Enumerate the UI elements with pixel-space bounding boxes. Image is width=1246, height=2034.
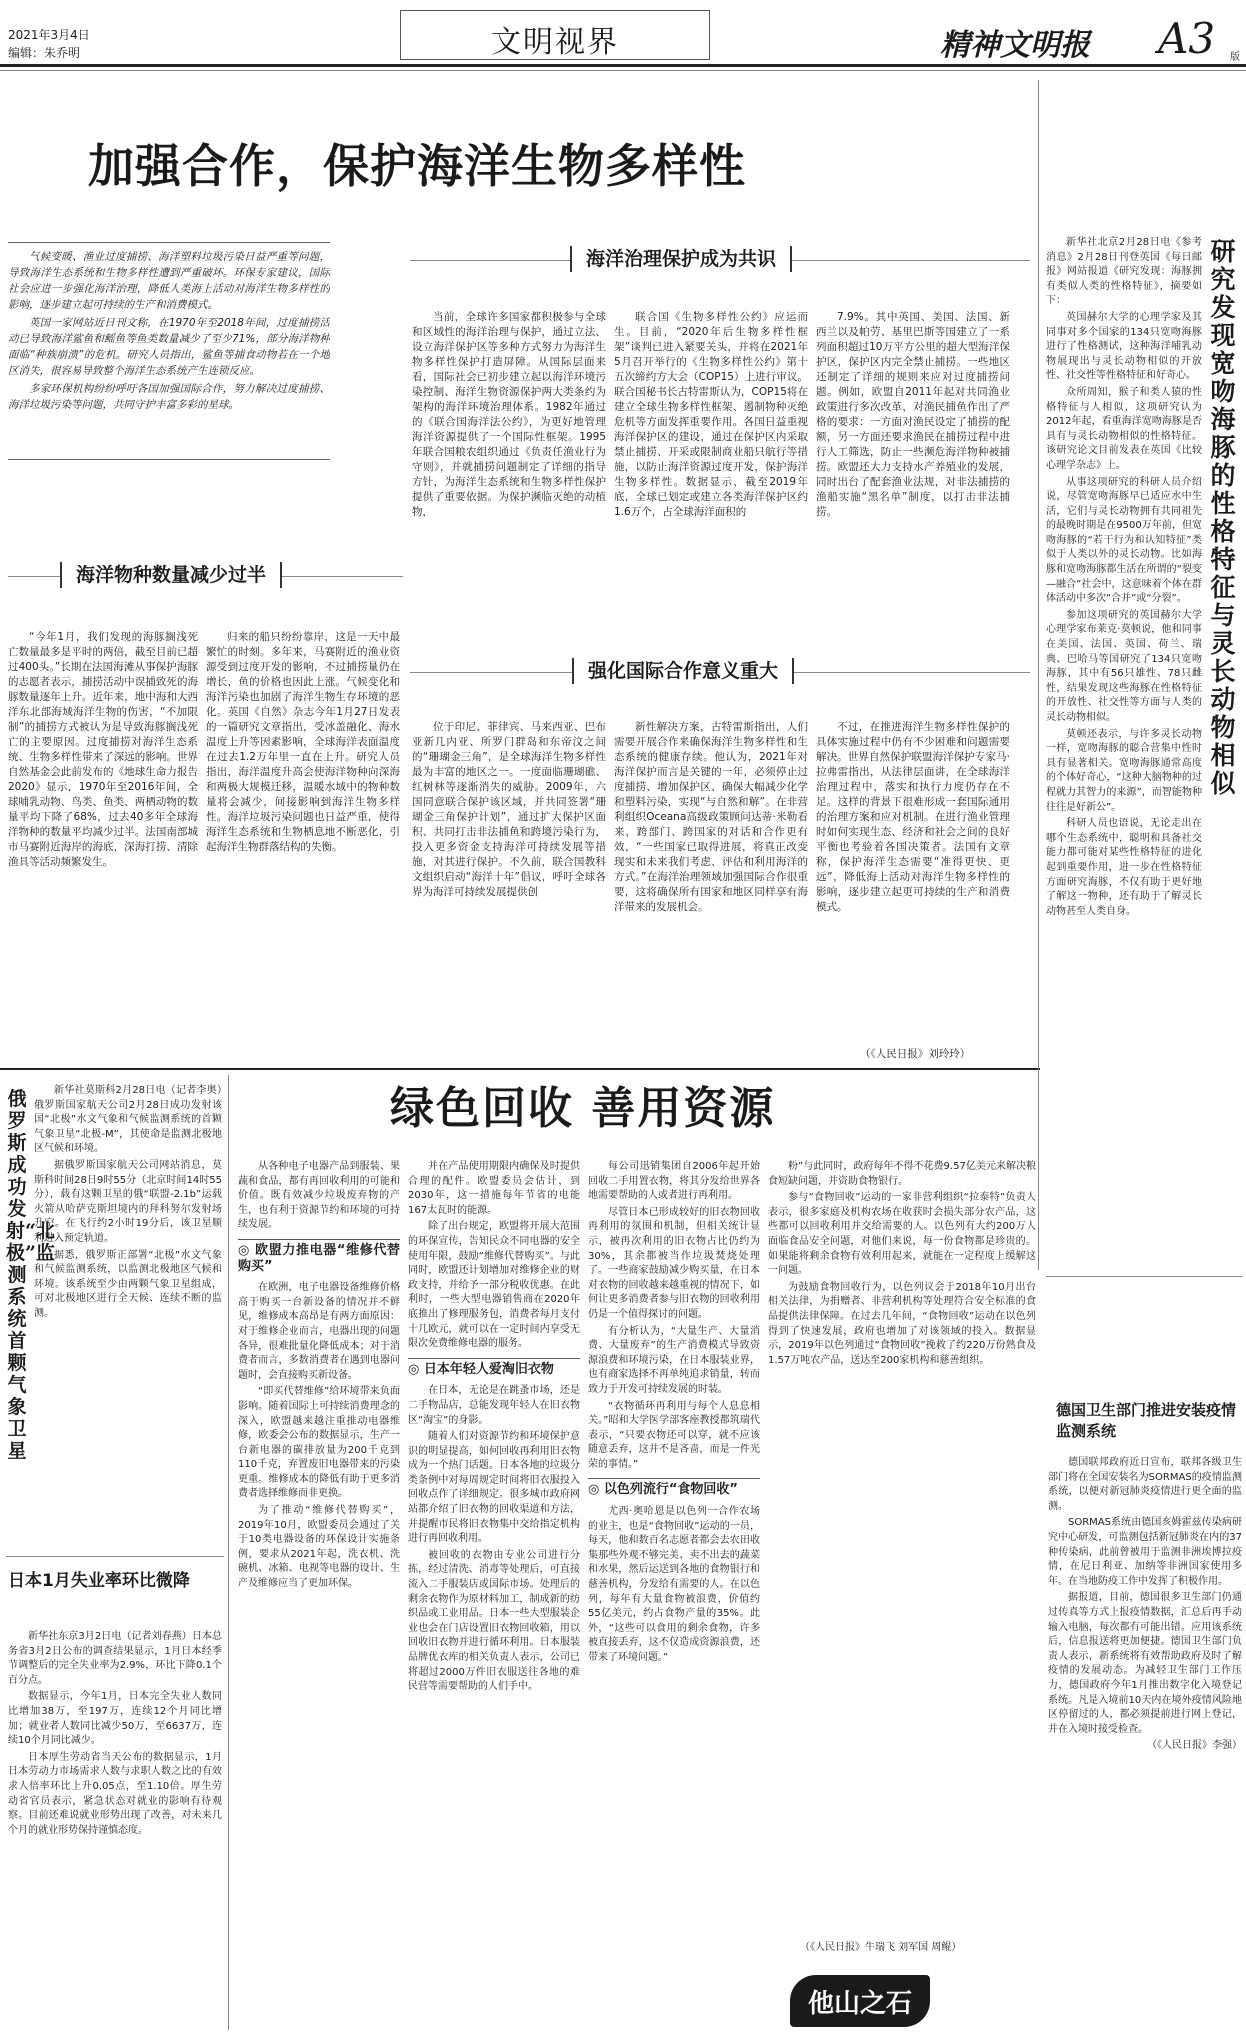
column-badge-text: 他山之石 xyxy=(807,1989,912,2019)
article2-col-2 xyxy=(408,1160,580,2030)
paragraph: 为了推动“维修代替购买”，2019年10月，欧盟委员会通过了关于10类电器设备的环保设计实施条例，要求从2021年起，洗衣机、洗碗机、冰箱、电视等电器的设计、生产及维修应当了更加环保。 xyxy=(238,1505,400,1590)
intro-para: 气候变暖、渔业过度捕捞、海洋塑料垃圾污染日益严重等问题，导致海洋生态系统和生物多样性遭到严重破坏。环保专家建议，国际社会应进一步强化海洋治理，降低人类海上活动对海洋生物多样性的影响，逐步建立起可持续的生产和消费模式。 xyxy=(8,251,330,311)
paragraph: 有分析认为，“大量生产、大量消费、大量废弃”的生产消费模式导致资源浪费和环境污染，在日本服装业界，也有商家选择不再单纯追求销量，转而致力于开发可持续发展的时装。 xyxy=(588,1325,760,1395)
japan-body xyxy=(8,1630,222,2030)
section-title: 文明视界 xyxy=(491,25,619,60)
article2-headline: 绿色回收 善用资源 xyxy=(390,1083,776,1134)
article2-source: （《人民日报》牛瑞飞 刘军国 周鲲） xyxy=(800,1942,962,1953)
sub-israel-text: 以色列流行“食物回收” xyxy=(603,1482,738,1498)
left-sidebar-divider xyxy=(228,1075,229,2030)
article1-headline: 加强合作，保护海洋生物多样性 xyxy=(88,139,746,193)
paragraph: 数据显示，今年1月，日本完全失业人数同比增加38万，至197万，连续12个月同比增加；就业者人数同比减少50万，至6637万，连续10个月同比减少。 xyxy=(8,1691,222,1747)
japan-title: 日本1月失业率环比微降 xyxy=(8,1571,190,1591)
paragraph: 7.9%。其中英国、美国、法国、新西兰以及帕劳、基里巴斯等国建立了一系列面积超过10万平方公里的超大型海洋保护区，保护区内完全禁止捕捞。一些地区还制定了详细的规则来应对过度捕捞问题。例如，欧盟自2011年起对共同渔业政策进行多次改革，对渔民捕鱼作出了严格的要求：一方面对渔民设定了捕捞的配额，另一方面还要求渔民在捕捞过程中进行人工筛选，防止一些濒危海洋物种被捕捞。欧盟还大力支持水产养殖业的发展，同时出台了配套渔业法规，对非法捕捞的渔船实施“黑名单”制度，以打击非法捕捞。 xyxy=(816,311,1010,518)
paragraph: 当前，全球许多国家都积极参与全球和区域性的海洋治理与保护，通过立法、设立海洋保护区等多种方式努力为海洋生物多样性保护打造屏障。从国际层面来看，国际社会已初步建立起以海洋环境污染控制、海洋生物资源保护两大类条约为架构的海洋环境治理体系。1982年通过的《联合国海洋法公约》，为更好地管理海洋资源提供了一个国际性框架。1995年联合国粮农组织通过《负责任渔业行为守则》，并就捕捞问题制定了详细的指导方针，为海洋生态系统和生物多样性保护提供了重要依据。为保护濒临灭绝的动植物， xyxy=(412,311,606,518)
intro-para: 英国一家网站近日刊文称，在1970年至2018年间，过度捕捞活动已导致海洋鲨鱼和鳐鱼等鱼类数量减少了至少71%，部分海洋物种面临“种族崩溃”的危机。研究人员指出，鲨鱼等捕食动物若在一个地区消失，很容易导致整个海洋生态系统产生连锁反应。 xyxy=(8,317,330,377)
intro-para: 多家环保机构纷纷呼吁各国加强国际合作，努力解决过度捕捞、海洋垃圾污染等问题，共同守护丰富多彩的星球。 xyxy=(8,383,330,411)
sub-japan-text: 日本年轻人爱淘旧衣物 xyxy=(423,1361,554,1377)
article1-source: （《人民日报》刘玲玲） xyxy=(860,1048,971,1060)
paragraph: 归来的船只纷纷靠岸，这是一天中最繁忙的时刻。多年来，马赛附近的渔业资源受到过度开发的影响，不过捕捞量仍在增长，鱼的价格也因此上涨。气候变化和海洋污染也加剧了海洋生物生存环境的恶化。英国《自然》杂志今年1月27日发表的一篇研究文章指出，受冰盖融化、海水温度上升等因素影响，全球海洋表面温度在过去1.2万年里一直在上升。研究人员指出，海洋温度升高会使海洋物种向深海和两极大规模迁移，温暖水域中的物种数量将会减少，间接影响到海洋生物多样性。海洋垃圾污染问题也日益严重，使得海洋生态系统和生物栖息地不断恶化，引起海洋生物群落结构的失衡。 xyxy=(206,631,400,853)
paragraph: 众所周知，猴子和类人猿的性格特征与人相似，这项研究认为2012年起，看重海洋宽吻海豚是否具有与灵长动物相似的性格特征。该研究论文目前发表在英国《比较心理学杂志》上。 xyxy=(1046,386,1202,471)
paragraph: 尤西·奥哈恩是以色列一合作农场的业主，也是“食物回收”运动的一员，每天，他和数百名志愿者都会去农田收集那些外观不够完美、卖不出去的蔬菜和水果，然后运送到各地的食物银行和慈善机构，分发给有需要的人。在以色列，每年有大量食物被浪费，价值约55亿美元，约占食物产量的35%。此外，“这些可以食用的剩余食物，许多被直接丢弃，这不仅造成资源浪费，还带来了环境问题。” xyxy=(588,1506,760,1663)
germany-divider xyxy=(1046,1276,1242,1277)
sub3-heading: 强化国际合作意义重大 xyxy=(572,658,794,684)
sub-israel-heading xyxy=(588,1478,760,1499)
russia-title: 俄罗斯成功发射“北极”监测系统首颗气象卫星 xyxy=(6,1088,55,1462)
sub3-col-3 xyxy=(816,720,1010,1040)
paragraph: 除了出台规定，欧盟将开展大范围的环保宣传，告知民众不同电器的安全使用年限，鼓励“维修代替购买”。与此同时，欧盟还计划增加对维修企业的财政支持，并给予一部分税收优惠。在此利时，一些大型电器销售商在2020年底推出了修理服务包，消费者每月支付十几欧元，就可以在一定时间内享受无限次免费维修电器的服务。 xyxy=(408,1221,580,1350)
paragraph: 据报道，目前，德国很多卫生部门仍通过传真等方式上报疫情数据，汇总后再手动输入电脑，每次都有可能出错。应用该系统后，信息报送将更加便捷。德国卫生部门负责人表示，新系统将有效帮助政府及时了解疫情的发展动态。为减轻卫生部门工作压力，德国政府今年1月推出数字化入境登记系统。凡是入境前10天内在境外疫情风险地区停留过的人，都必须提前进行网上登记，并在入境时接受检查。 xyxy=(1048,1592,1242,1735)
bullet-icon: ◎ xyxy=(408,1361,424,1377)
paper-name: 精神文明报 xyxy=(940,28,1090,63)
paragraph: 在日本，无论是在跳蚤市场，还是二手物品店，总能发现年轻人在旧衣物区“淘宝”的身影。 xyxy=(408,1385,580,1426)
column-badge xyxy=(790,1975,930,2027)
paragraph: 并在产品使用期限内确保及时提供合理的配件。欧盟委员会估计，到2030年，这一措施每年节省的电能167太瓦时的能源。 xyxy=(408,1161,580,1216)
paragraph: 新华社北京2月28日电《参考消息》2月28日刊登英国《每日邮报》网站报道《研究发现：海豚拥有类似人类的性格特征》，摘要如下： xyxy=(1046,237,1202,307)
paragraph: SORMAS系统由德国亥姆霍兹传染病研究中心研发，可监测包括新冠肺炎在内的37种传染病，此前曾被用于监测非洲埃博拉疫情，在尼日利亚、加纳等非洲国家使用多年。在当地防疫工作中发挥了积极作用。 xyxy=(1048,1517,1242,1587)
germany-body xyxy=(1048,1456,1242,2032)
paragraph: 新华社莫斯科2月28日电（记者李奥）俄罗斯国家航天公司2月28日成功发射该国“北极”水文气象和气候监测系统的首颗气象卫星“北极-M”，其使命是监测北极地区气候和环境。 xyxy=(34,1085,222,1155)
paragraph: “今年1月，我们发现的海豚搁浅死亡数量最多是平时的两倍，截至目前已超过400头。”长期在法国海滩从事保护海豚的志愿者表示，捕捞活动中误捕致死的海豚数量逐年上升。近年来，地中海和大西洋东北部海域海洋生物的伤害，“不加限制”的捕捞方式被认为是导致海豚搁浅死亡的主要原因。过度捕捞对海洋生态系统、生物多样性带来了深远的影响。世界自然基金会此前发布的《地球生命力报告2020》显示，1970年至2016年间，全球哺乳动物、鸟类、鱼类、两栖动物的数量平均下降了68%，过去40多年全球海洋物种的数量平均减少过半。法国南部城市马赛附近海岸的海底，深海打捞、清除渔具等活动频繁发生。 xyxy=(8,631,198,868)
masthead-date: 2021年3月4日 xyxy=(8,28,90,42)
sub2-col-2 xyxy=(614,310,808,630)
paragraph: 不过，在推进海洋生物多样性保护的具体实施过程中仍有不少困难和问题需要解决。世界自然保护联盟海洋保护专家马·拉弗雷指出，从法律层面讲，在全球海洋治理过程中，落实和执行力度仍存在不足。这样的背景下很难形成一套国际通用的治理方案和应对机制。在进行渔业管理时如何实现生态、经济和社会之间的良好平衡也考验着各国决策者。法国有文章称，保护海洋生态需要“准得更快、更远”，降低海上活动对海洋生物多样性的影响，逐步建立起更可持续的生产和消费模式。 xyxy=(816,721,1010,913)
paragraph: 科研人员也语说，无论走出在哪个生态系统中，聪明和具备社交能力都可能对某些性格特征的进化起到重要作用，进一步在性格特征方面研究海豚，不仅有助于更好地了解这一物种，还有助于了解灵长动物甚至人类自身。 xyxy=(1046,818,1202,917)
paragraph: 为鼓励食物回收行为，以色列议会于2018年10月出台相关法律，为捐赠者、非营利机构等处理符合安全标准的食品提供法律保障。在过去几年间，“食物回收”运动在以色列得到了快速发展，政府也增加了对该领域的投入。数据显示，2019年以色列通过“食物回收”挽救了约220万份熟食及1.57万吨农产品，送达至200家机构和慈善组织。 xyxy=(768,1281,1036,1366)
masthead-editor: 编辑：朱乔明 xyxy=(8,46,81,60)
masthead xyxy=(0,0,1246,75)
paragraph: 每公司迅销集团自2006年起开始回收二手用置衣物，将其分发给世界各地需要帮助的人或者进行再利用。 xyxy=(588,1161,760,1202)
paragraph: 据悉，俄罗斯正部署“北极”水文气象和气候监测系统，以监测北极地区气候和环境。该系统至少由两颗气象卫星组成，可对北极地区进行全天候、连续不断的监测。 xyxy=(34,1249,222,1319)
sub2-heading: 海洋治理保护成为共识 xyxy=(570,246,792,272)
paragraph: “衣物循环再利用与每个人息息相关。”昭和大学医学部客座教授都筑瑞代表示，“只要衣物还可以穿，就不应该随意丢弃，这并不是吝啬，而是一件光荣的事情。” xyxy=(588,1400,760,1470)
germany-title: 德国卫生部门推进安装疫情监测系统 xyxy=(1056,1401,1237,1440)
article2-col-3 xyxy=(588,1160,760,2030)
section-tab xyxy=(400,10,710,60)
dolphin-body xyxy=(1046,236,1202,1276)
article2-col-4 xyxy=(768,1160,1036,1920)
bullet-icon: ◎ xyxy=(238,1242,256,1258)
paragraph: 随着人们对资源节约和环境保护意识的明显提高，如何回收再利用旧衣物成为一个热门话题。日本各地的垃圾分类条例中对每周规定时间将旧衣服投入回收点作了详细规定。很多城市政府网站都介绍了旧衣物的回收渠道和方法，并提醒市民将旧衣物集中交给指定机构进行再回收利用。 xyxy=(408,1431,580,1545)
page-number: A3 xyxy=(1158,14,1216,63)
paragraph: 日本厚生劳动省当天公布的数据显示，1月日本劳动力市场需求人数与求职人数之比的有效求人倍率环比上升0.05点，至1.10倍。厚生劳动省官员表示，紧急状态对就业的影响有待观察。目前还难说就业形势出现了改善，对未来几个月的就业形势保持谨慎态度。 xyxy=(8,1751,222,1836)
paragraph: 新华社东京3月2日电（记者刘春燕）日本总务省3月2日公布的调查结果显示，1月日本经季节调整后的完全失业率为2.9%，环比下降0.1个百分点。 xyxy=(8,1631,222,1686)
paragraph: 从事这项研究的科研人员介绍说，尽管宽吻海豚早已适应水中生活，它们与灵长动物拥有共同祖先的最晚时期是在9500万年前，但宽吻海豚的“若干行为和认知特征”类似于人类以外的灵长动物。比如海豚和宽吻海豚都生活在所谓的“裂变—融合”社会中，这意味着个体在群体活动中多次“合并”或“分裂”。 xyxy=(1046,476,1202,605)
paragraph: 尽管日本已形成较好的旧衣物回收再利用的氛围和机制，但相关统计显示，被再次利用的旧衣物占比仍约为30%，其余都被当作垃圾焚烧处理了。一些商家鼓励减少购买量，在日本对衣物的回收越来越重视的情况下，如何让更多消费者参与旧衣物的回收利用仍是一个值得探讨的问题。 xyxy=(588,1206,760,1320)
paragraph: 从各种电子电器产品到服装、果蔬和食品，都有再回收利用的可能和价值。既有效减少垃圾废弃物的产生，也有利于资源节约和环境的可持续发展。 xyxy=(238,1161,400,1231)
paragraph: 参与“食物回收”运动的一家非营利组织“拉泰特”负责人表示，很多家庭及机构农场在收获时会损失部分农产品，这些都可以回收利用并交给需要的人。以色列有大约200万人面临食品安全问题，对他们来说，每一份食物都是珍贵的。如果能将剩余食物有效利用起来，就能在一定程度上缓解这一问题。 xyxy=(768,1192,1036,1277)
paragraph: 粉”与此同时，政府每年不得不花费9.57亿美元来解决粮食短缺问题，并资助食物银行。 xyxy=(768,1161,1036,1187)
sub3-col-2 xyxy=(614,720,808,1060)
paragraph: 参加这项研究的英国赫尔大学心理学家布莱克·莫顿说，他和同事在美国、法国、英国、荷兰、瑞典、巴哈马等国研究了134只宽吻海豚，其中有56只雄性、78只雌性，结果发现这些海豚在性格特征的开放性、社交性等方面与人类的灵长动物相似。 xyxy=(1046,609,1202,723)
paragraph: 位于印尼、菲律宾、马来西亚、巴布亚新几内亚、所罗门群岛和东帝汶之间的“珊瑚金三角”，是全球海洋生物多样性最为丰富的地区之一。一度面临珊瑚礁、红树林等逐渐消失的威胁。2009年，六国同意联合保护该区域，并共同签署“珊瑚金三角保护计划”，通过扩大保护区面积、共同打击非法捕鱼和跨境污染行为，投入更多资金支持海洋可持续发展等措施，对其进行保护。不久前，联合国教科文组织启动“海洋十年”倡议，呼吁全球各界为海洋可持续发展提供创 xyxy=(412,721,606,898)
paragraph: 莫顿还表示，与许多灵长动物一样，宽吻海豚的聪合营集中性时具有显著相关。宽吻海豚通常高度的个体好奇心，“这种大脑物种的过程就力其智力的来源”，而智能物种往往是好新公”。 xyxy=(1046,728,1202,813)
paragraph: 据俄罗斯国家航天公司网站消息，莫斯科时间28日9时55分（北京时间14时55分），载有这颗卫星的俄“联盟-2.1b”运载火箭从哈萨克斯坦境内的拜科努尔发射场升空。在飞行约2小时19分后，该卫星顺利进入预定轨道。 xyxy=(34,1159,222,1244)
sub1-col-2 xyxy=(206,630,400,1060)
sub2-col-3 xyxy=(816,310,1010,630)
bullet-icon: ◎ xyxy=(588,1482,604,1498)
sub1-heading: 海洋物种数量减少过半 xyxy=(60,562,282,588)
paragraph: 英国赫尔大学的心理学家及其同事对多个国家的134只宽吻海豚进行了性格测试，这种海洋哺乳动物展现出与灵长动物相似的开放性、社交性等性格特征和好奇心。 xyxy=(1046,311,1202,382)
article2-col-1 xyxy=(238,1160,400,2030)
sub2-col-1 xyxy=(412,310,606,630)
paragraph: 联合国《生物多样性公约》应运而生。目前，“2020年后生物多样性框架”谈判已进入紧要关头，并将在2021年5月召开举行的《生物多样性公约》第十五次缔约方大会（COP15）上进行审议。联合国秘书长古特雷斯认为，COP15将在建立全球生物多样性框架、遏制物种灭绝危机等方面发挥重要作用。各国日益重视海洋保护区的建设，通过在保护区内采取禁止捕捞、开采或限制商业船只航行等措施，以防止海洋资源过度开发，保护海洋生物多样性。数据显示，截至2019年底，全球已划定或建立各类海洋保护区约1.6万个，占全球海洋面积的 xyxy=(614,311,808,518)
sub-eu-text: 欧盟力推电器“维修代替购买” xyxy=(238,1242,400,1274)
dolphin-title: 研究发现宽吻海豚的性格特征与灵长动物相似 xyxy=(1210,237,1236,798)
paragraph: （《人民日报》李强） xyxy=(1147,1740,1242,1752)
paragraph: 德国联邦政府近日宣布，联邦各级卫生部门将在全国安装名为SORMAS的疫情监测系统，以便对新冠肺炎疫情进行更全面的监测。 xyxy=(1048,1457,1242,1512)
right-sidebar-divider xyxy=(1038,80,1039,1270)
sub-eu-heading xyxy=(238,1239,400,1275)
article1-bottom-rule xyxy=(0,1068,1040,1070)
paragraph: 在欧洲，电子电器设备维修价格高于购买一台新设备的情况并不鲜见，维修成本高昂是有两方面原因：对于维修企业而言，电器出现的问题各异，很难批量化降低成本；对于消费者而言，多数消费者在遇到电器问题时，会直接购买新设备。 xyxy=(238,1282,400,1381)
paragraph: 被回收的衣物由专业公司进行分拣，经过清洗、消毒等处理后，可直接流入二手服装店或国际市场。处理后的剩余衣物作为原材料加工，制成新的纺织品或工业用品。日本一些大型服装企业也会在门店设置旧衣物回收箱，用以回收旧衣物并进行循环利用。日本服装品牌优衣库的相关负责人表示，公司已将超过2000万件旧衣服送往各地的难民营等需要帮助的人们手中。 xyxy=(408,1549,580,1693)
page-suffix: 版 xyxy=(1230,52,1240,63)
masthead-rule xyxy=(0,64,1246,67)
russia-japan-divider xyxy=(6,1556,224,1557)
masthead-rule-thin xyxy=(0,70,1246,71)
sub1-col-1 xyxy=(8,630,198,1060)
intro-text xyxy=(8,249,330,449)
sub-japan-heading xyxy=(408,1358,580,1379)
sub3-col-1 xyxy=(412,720,606,1060)
article1-intro xyxy=(8,242,330,460)
paragraph: 新性解决方案，古特雷斯指出，人们需要开展合作来确保海洋生物多样性和生态系统的健康存续。他认为，2021年对海洋保护而言是关键的一年，必须停止过度捕捞、增加保护区、确保大幅减少化学和塑料污染，实现“与自然和解”。在非营利组织Oceana高级政策顾问达蒂·米勒看来，跨部门、跨国家的对话和合作更有效，“一些国家已取得进展，将真正改变现实和未来我们考虑、评估和利用海洋的方式。”在海洋治理领域加强国际合作很重要，这将确保所有国家和地区同样享有海洋带来的发展机会。 xyxy=(614,721,808,913)
russia-body xyxy=(34,1084,222,1504)
paragraph: “即买代替维修”给环境带来负面影响。随着国际上可持续消费理念的深入，欧盟越来越注重推动电器维修，欧委会公布的数据显示，生产一台新电器的碳排放量为200千克到110千克，弃置废旧电器带来的污染更重。维修成本的降低有助于更多消费者选择维修而非更换。 xyxy=(238,1386,400,1500)
